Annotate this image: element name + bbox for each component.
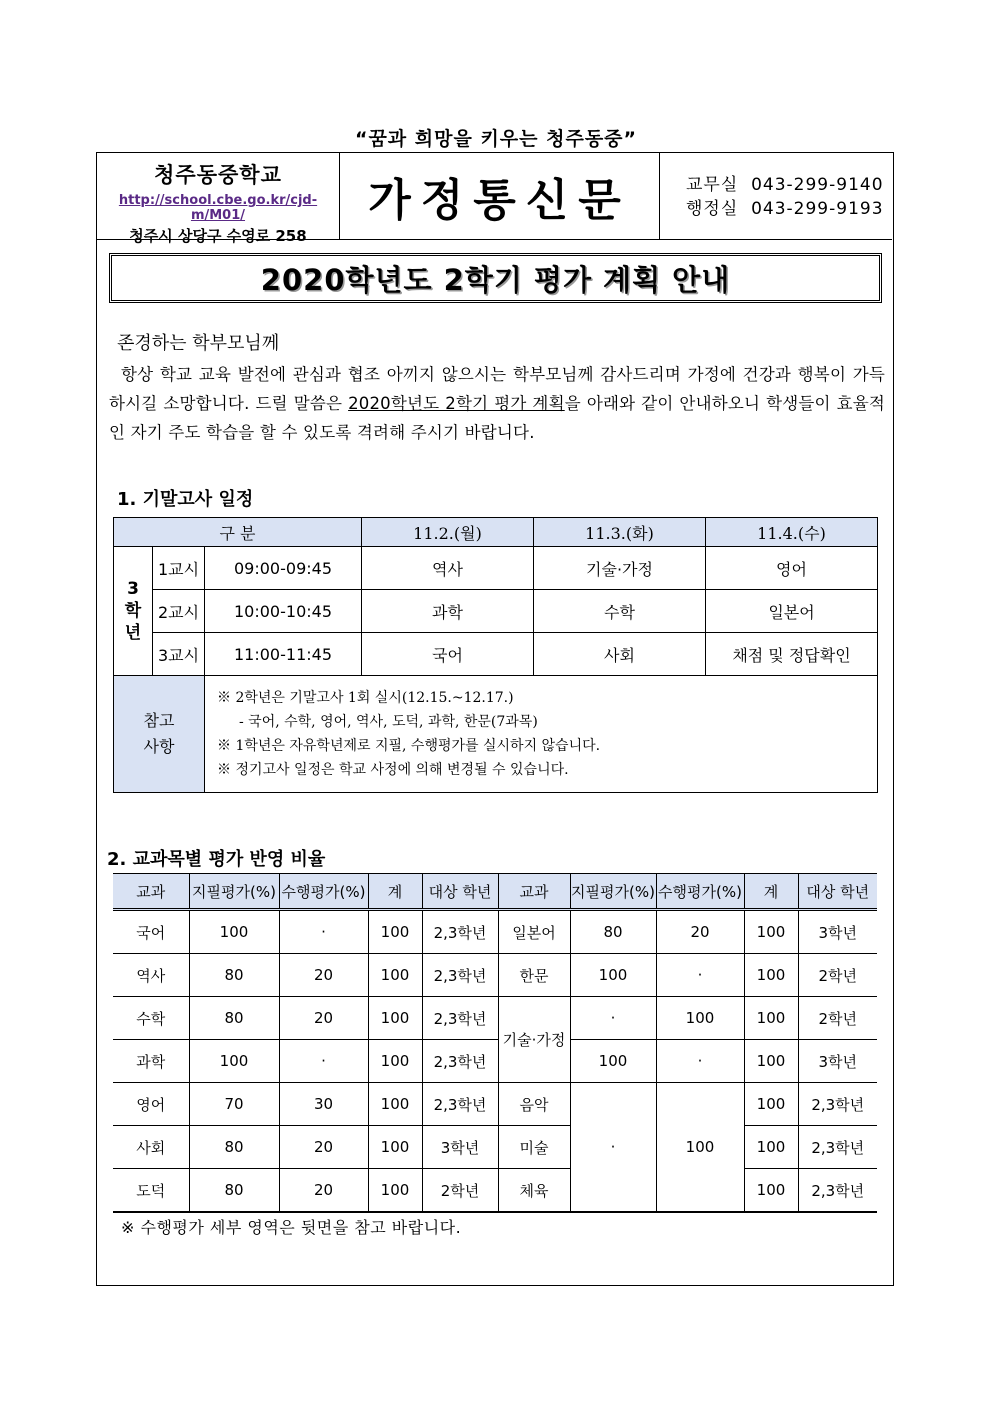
grade-label-char: 학 <box>124 601 142 621</box>
table-cell: 100 <box>189 1040 279 1083</box>
table-cell: 20 <box>656 910 744 954</box>
table-cell: 100 <box>368 1169 422 1213</box>
note-line: ※ 정기고사 일정은 학교 사정에 의해 변경될 수 있습니다. <box>217 762 569 778</box>
table-cell: 2,3학년 <box>798 1083 877 1126</box>
table-header: 지필평가(%) <box>189 874 279 910</box>
table-cell: 100 <box>656 1083 744 1213</box>
notes-label-line: 참고 <box>143 711 175 730</box>
notes-body <box>205 676 878 793</box>
notice-title: 2020학년도 2학기 평가 계획 안내 <box>109 253 882 303</box>
footnote: ※ 수행평가 세부 영역은 뒷면을 참고 바랍니다. <box>121 1218 462 1237</box>
table-cell: 2학년 <box>798 954 877 997</box>
table-cell: 100 <box>368 1040 422 1083</box>
table-cell: 미술 <box>498 1126 570 1169</box>
table-cell: 80 <box>189 1169 279 1213</box>
table-header: 교과 <box>113 874 189 910</box>
table-cell: 국어 <box>113 910 189 954</box>
intro-underlined-text: 2020학년도 2학기 평가 계획 <box>348 394 565 413</box>
school-address: 청주시 상당구 수영로 258 <box>129 227 307 245</box>
greeting: 존경하는 학부모님께 <box>117 333 280 354</box>
table-cell: 2,3학년 <box>798 1169 877 1213</box>
table-cell: 100 <box>368 1083 422 1126</box>
table-cell: 70 <box>189 1083 279 1126</box>
table-cell: 체육 <box>498 1169 570 1213</box>
table-cell: 100 <box>368 954 422 997</box>
intro-text: 항상 학교 교육 발전에 관심과 협조 아끼지 않으시는 학부모님께 감사드리며 가정에 건강과 행복이 가득하시길 소망합니다. 드릴 말씀은 <box>109 365 885 413</box>
table-cell: 3학년 <box>798 910 877 954</box>
table-header: 11.3.(화) <box>534 518 706 547</box>
table-cell: 2,3학년 <box>422 954 498 997</box>
school-url-link[interactable]: http://school.cbe.go.kr/cjd-m/M01/ <box>118 193 318 223</box>
school-name: 청주동중학교 <box>154 163 282 187</box>
table-row <box>113 1040 877 1083</box>
period-cell: 1교시 <box>153 547 205 590</box>
table-header: 계 <box>744 874 798 910</box>
table-cell: 과학 <box>113 1040 189 1083</box>
exam-schedule-table <box>113 517 878 793</box>
time-cell: 09:00-09:45 <box>205 547 362 590</box>
note-line: ※ 2학년은 기말고사 1회 실시(12.15.~12.17.) <box>217 690 514 706</box>
table-cell: 100 <box>656 997 744 1040</box>
time-cell: 10:00-10:45 <box>205 590 362 633</box>
contact-row <box>686 197 892 221</box>
table-cell: 100 <box>744 997 798 1040</box>
subject-cell: 사회 <box>534 633 706 676</box>
table-cell: 100 <box>368 1126 422 1169</box>
newsletter-frame <box>96 152 894 1286</box>
contact-phone: 043-299-9140 <box>751 175 884 195</box>
table-header: 11.4.(수) <box>706 518 878 547</box>
table-cell: · <box>656 1040 744 1083</box>
table-cell: 수학 <box>113 997 189 1040</box>
table-cell: 3학년 <box>798 1040 877 1083</box>
table-row <box>113 1126 877 1169</box>
period-cell: 2교시 <box>153 590 205 633</box>
table-cell: 20 <box>279 1169 368 1213</box>
contact-row <box>686 173 892 197</box>
notes-label-line: 사항 <box>143 737 175 756</box>
contact-label: 행정실 <box>686 199 739 219</box>
contact-phone: 043-299-9193 <box>751 199 884 219</box>
table-cell: 80 <box>189 997 279 1040</box>
note-line: - 국어, 수학, 영어, 역사, 도덕, 과학, 한문(7과목) <box>239 714 538 730</box>
table-cell: 100 <box>744 1169 798 1213</box>
table-header: 구 분 <box>114 518 362 547</box>
contact-label: 교무실 <box>686 175 739 195</box>
table-header: 수행평가(%) <box>279 874 368 910</box>
table-cell: 20 <box>279 1126 368 1169</box>
school-info <box>97 153 340 245</box>
table-cell: 역사 <box>113 954 189 997</box>
subject-cell: 영어 <box>706 547 878 590</box>
intro-text: 을 아래와 같이 안내하오니 학생들이 효율적인 자기 주도 학습을 할 수 있도록 격려해 주시기 바랍니다. <box>109 394 886 442</box>
contact-info <box>660 153 892 239</box>
table-cell: · <box>656 954 744 997</box>
table-row <box>113 954 877 997</box>
table-cell: 100 <box>744 1126 798 1169</box>
table-cell: · <box>279 1040 368 1083</box>
masthead <box>97 153 892 245</box>
table-row <box>113 910 877 954</box>
table-cell: 100 <box>744 910 798 954</box>
table-header: 지필평가(%) <box>570 874 656 910</box>
table-cell: 3학년 <box>422 1126 498 1169</box>
time-cell: 11:00-11:45 <box>205 633 362 676</box>
subject-cell: 기술·가정 <box>534 547 706 590</box>
table-cell: 20 <box>279 997 368 1040</box>
subject-cell: 국어 <box>362 633 534 676</box>
table-cell: 100 <box>570 1040 656 1083</box>
table-cell: 100 <box>744 1040 798 1083</box>
table-cell: 100 <box>368 910 422 954</box>
table-row <box>113 1083 877 1126</box>
table-cell: 30 <box>279 1083 368 1126</box>
table-header: 대상 학년 <box>422 874 498 910</box>
table-header: 교과 <box>498 874 570 910</box>
intro-paragraph <box>109 360 885 447</box>
note-line: ※ 1학년은 자유학년제로 지필, 수행평가를 실시하지 않습니다. <box>217 738 601 754</box>
table-cell: 2,3학년 <box>422 997 498 1040</box>
table-cell: 2학년 <box>798 997 877 1040</box>
table-cell: 영어 <box>113 1083 189 1126</box>
section-heading: 1. 기말고사 일정 <box>117 489 254 510</box>
table-row <box>113 1169 877 1213</box>
table-cell: 100 <box>744 1083 798 1126</box>
table-cell: 음악 <box>498 1083 570 1126</box>
table-cell: 2,3학년 <box>798 1126 877 1169</box>
table-cell: 80 <box>189 954 279 997</box>
grade-label-char: 년 <box>124 623 142 643</box>
table-cell: 2,3학년 <box>422 1040 498 1083</box>
table-cell: 20 <box>279 954 368 997</box>
table-header: 계 <box>368 874 422 910</box>
table-cell: 100 <box>368 997 422 1040</box>
section-heading: 2. 교과목별 평가 반영 비율 <box>107 849 326 870</box>
notes-label <box>114 676 205 793</box>
table-cell: 사회 <box>113 1126 189 1169</box>
table-cell: 80 <box>189 1126 279 1169</box>
table-cell: 기술·가정 <box>498 997 570 1083</box>
grade-label <box>114 547 153 676</box>
newsletter-title: 가정통신문 <box>340 153 660 239</box>
table-header: 11.2.(월) <box>362 518 534 547</box>
table-row <box>113 997 877 1040</box>
table-cell: 100 <box>570 954 656 997</box>
table-cell: · <box>570 997 656 1040</box>
table-header: 수행평가(%) <box>656 874 744 910</box>
grade-label-char: 3 <box>127 579 139 599</box>
table-cell: 100 <box>744 954 798 997</box>
table-cell: 도덕 <box>113 1169 189 1213</box>
table-cell: · <box>570 1083 656 1213</box>
subject-cell: 역사 <box>362 547 534 590</box>
table-cell: 100 <box>189 910 279 954</box>
subject-cell: 일본어 <box>706 590 878 633</box>
evaluation-ratio-table <box>113 873 877 1213</box>
table-cell: · <box>279 910 368 954</box>
subject-cell: 채점 및 정답확인 <box>706 633 878 676</box>
table-cell: 2,3학년 <box>422 1083 498 1126</box>
table-cell: 2학년 <box>422 1169 498 1213</box>
table-cell: 일본어 <box>498 910 570 954</box>
period-cell: 3교시 <box>153 633 205 676</box>
table-header: 대상 학년 <box>798 874 877 910</box>
table-cell: 2,3학년 <box>422 910 498 954</box>
table-cell: 한문 <box>498 954 570 997</box>
table-cell: 80 <box>570 910 656 954</box>
subject-cell: 수학 <box>534 590 706 633</box>
subject-cell: 과학 <box>362 590 534 633</box>
school-motto: “꿈과 희망을 키우는 청주동중” <box>354 128 638 150</box>
